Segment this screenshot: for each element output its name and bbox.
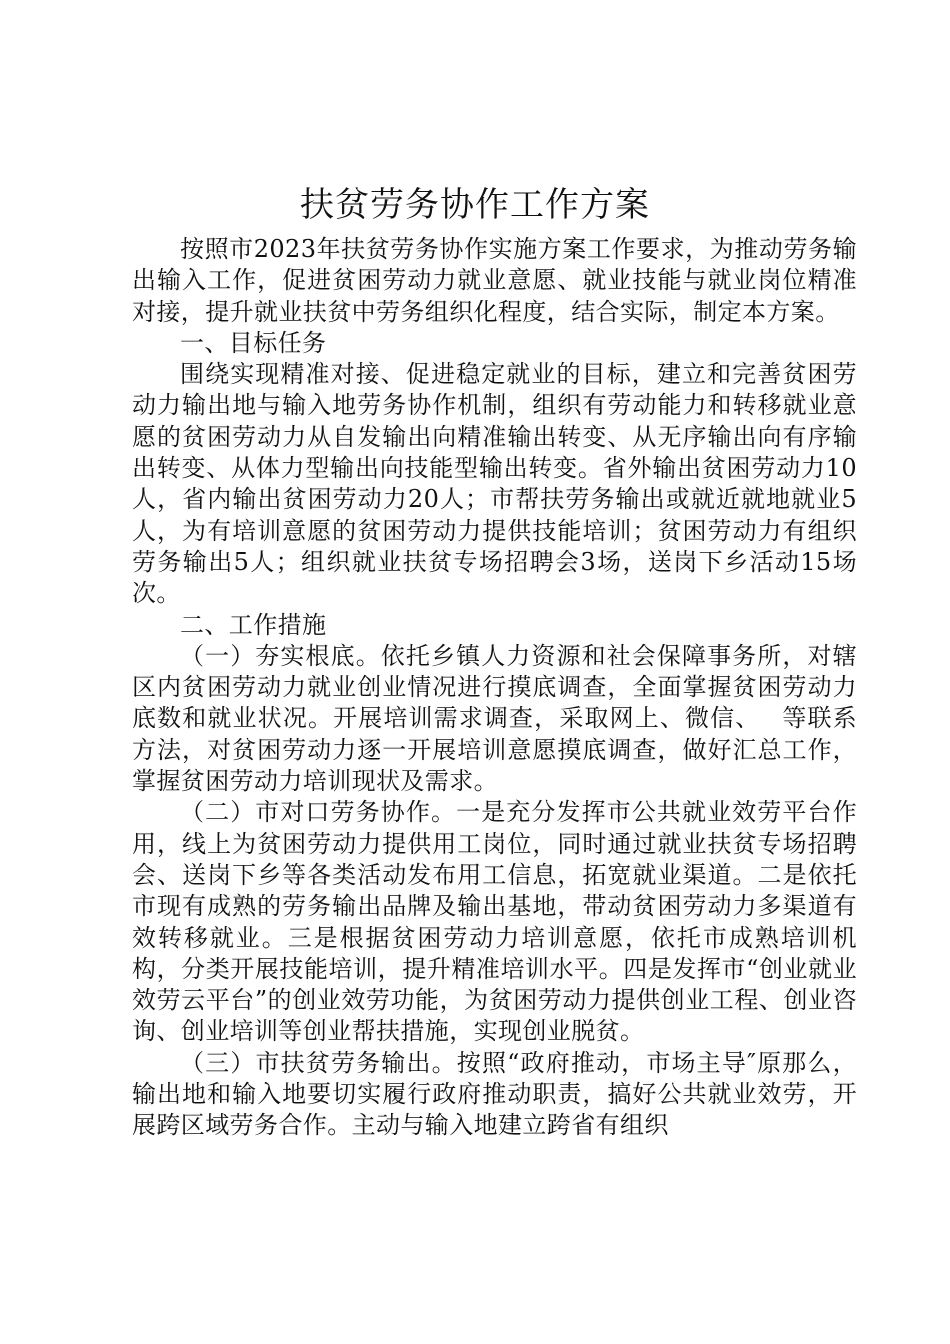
section-heading-goals: 一、目标任务 [180, 328, 327, 357]
measure-paragraph-1: （一）夯实根底。依托乡镇人力资源和社会保障事务所，对辖区内贫困劳动力就业创业情况进行摸底调查，全面掌握贫困劳动力底数和就业状况。开展培训需求调查，采取网上、微信、 等联系方法，对贫困劳动力逐一开展培训意愿摸底调查，做好汇总工作，掌握贫困劳动力培训现状及需求。 [132, 641, 857, 796]
document-title: 扶贫劳务协作工作方案 [300, 185, 650, 225]
intro-paragraph: 按照市2023年扶贫劳务协作实施方案工作要求，为推动劳务输出输入工作，促进贫困劳动力就业意愿、就业技能与就业岗位精准对接，提升就业扶贫中劳务组织化程度，结合实际，制定本方案。 [132, 235, 857, 326]
goals-paragraph: 围绕实现精准对接、促进稳定就业的目标，建立和完善贫困劳动力输出地与输入地劳务协作机制，组织有劳动能力和转移就业意愿的贫困劳动力从自发输出向精准输出转变、从无序输出向有序输出转变、从体力型输出向技能型输出转变。省外输出贫困劳动力10人，省内输出贫困劳动力20人；市帮扶劳务输出或就近就地就业5人，为有培训意愿的贫困劳动力提供技能培训；贫困劳动力有组织劳务输出5人；组织就业扶贫专场招聘会3场，送岗下乡活动15场次。 [132, 360, 857, 608]
measure-paragraph-3: （三）市扶贫劳务输出。按照“政府推动，市场主导″原那么，输出地和输入地要切实履行政府推动职责，搞好公共就业效劳，开展跨区域劳务合作。主动与输入地建立跨省有组织 [132, 1048, 857, 1140]
measure-paragraph-2: （二）市对口劳务协作。一是充分发挥市公共就业效劳平台作用，线上为贫困劳动力提供用工岗位，同时通过就业扶贫专场招聘会、送岗下乡等各类活动发布用工信息，拓宽就业渠道。二是依托市现有成熟的劳务输出品牌及输出基地，带动贫困劳动力多渠道有效转移就业。三是根据贫困劳动力培训意愿，依托市成熟培训机构，分类开展技能培训，提升精准培训水平。四是发挥市“创业就业效劳云平台”的创业效劳功能，为贫困劳动力提供创业工程、创业咨询、创业培训等创业帮扶措施，实现创业脱贫。 [132, 798, 857, 1046]
section-heading-measures: 二、工作措施 [180, 610, 327, 639]
document-body [132, 234, 857, 1142]
